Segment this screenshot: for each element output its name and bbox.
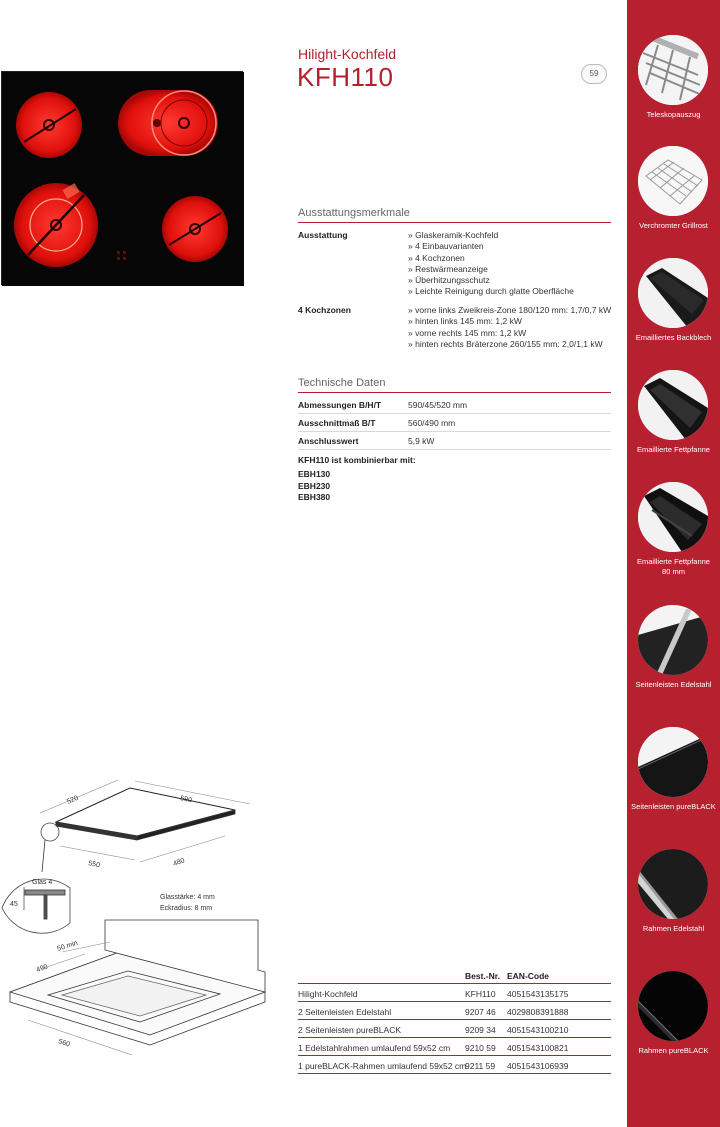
dim-height: 45 xyxy=(10,901,18,908)
combinable-model: EBH380 xyxy=(298,492,331,502)
order-cell-ean: 4029808391888 xyxy=(507,1007,569,1017)
tech-value: 560/490 mm xyxy=(408,418,456,428)
baking-tray-icon xyxy=(638,258,708,328)
order-cell-number: 9209 34 xyxy=(465,1025,496,1035)
order-cell-number: 9210 59 xyxy=(465,1043,496,1053)
order-cell-ean: 4051543106939 xyxy=(507,1061,569,1071)
tech-row-dimensions xyxy=(298,396,611,414)
note-glass-thickness: Glasstärke: 4 mm xyxy=(160,894,215,901)
features-group-label: Ausstattung xyxy=(298,230,348,240)
order-table xyxy=(298,968,611,1074)
accessory-caption-line: Emaillierte Fettpfanne xyxy=(637,557,710,566)
table-row xyxy=(298,1038,611,1056)
tech-label: Ausschnittmaß B/T xyxy=(298,418,376,428)
order-header-cell: Best.-Nr. xyxy=(465,971,500,981)
accessory-caption: Seitenleisten Edelstahl xyxy=(635,680,712,689)
features-list xyxy=(408,230,574,298)
tech-row-cutout xyxy=(298,414,611,432)
combinable-model: EBH130 xyxy=(298,469,331,479)
order-table-header xyxy=(298,968,611,984)
order-cell-name: 2 Seitenleisten pureBLACK xyxy=(298,1025,402,1035)
steel-frame-icon xyxy=(638,849,708,919)
order-header-cell: EAN-Code xyxy=(507,971,550,981)
accessory-caption xyxy=(627,557,720,577)
order-cell-ean: 4051543100821 xyxy=(507,1043,569,1053)
deep-drip-pan-icon xyxy=(638,482,708,552)
accessory-caption: Emailliertes Backblech xyxy=(635,333,712,342)
accessory-caption-line: 80 mm xyxy=(662,567,685,576)
grill-rack-icon xyxy=(638,146,708,216)
steel-strip-icon xyxy=(638,605,708,675)
order-cell-ean: 4051543100210 xyxy=(507,1025,569,1035)
combinable-model: EBH230 xyxy=(298,480,331,491)
zones-group-label: 4 Kochzonen xyxy=(298,305,351,315)
accessory-caption: Verchromter Grillrost xyxy=(639,221,708,230)
drip-pan-icon xyxy=(638,370,708,440)
black-strip-icon xyxy=(638,727,708,797)
accessory-caption: Rahmen pureBLACK xyxy=(638,1046,709,1055)
feature-item: » Restwärmeanzeige xyxy=(408,263,488,274)
zones-list xyxy=(408,305,611,350)
combinable-list xyxy=(298,469,330,504)
dim-top-width: 590 xyxy=(179,795,193,805)
features-heading: Ausstattungsmerkmale xyxy=(298,207,611,223)
order-cell-name: 1 Edelstahlrahmen umlaufend 59x52 cm xyxy=(298,1043,451,1053)
dim-bottom-depth: 480 xyxy=(172,857,186,868)
dim-top-depth: 520 xyxy=(65,794,80,806)
telescopic-rail-icon xyxy=(638,35,708,105)
technical-heading: Technische Daten xyxy=(298,377,611,393)
accessory-caption: Seitenleisten pureBLACK xyxy=(631,802,716,811)
order-cell-name: Hilight-Kochfeld xyxy=(298,989,358,999)
table-row xyxy=(298,1020,611,1038)
zone-item: » hinten rechts Bräterzone 260/155 mm: 2,0/1,1 kW xyxy=(408,338,603,349)
feature-item: » Überhitzungsschutz xyxy=(408,275,490,286)
product-category: Hilight-Kochfeld xyxy=(298,46,397,62)
feature-item: » 4 Kochzonen xyxy=(408,252,465,263)
note-corner-radius: Eckradius: 8 mm xyxy=(160,905,213,912)
zone-item: » vorne rechts 145 mm: 1,2 kW xyxy=(408,327,527,338)
tech-label: Anschlusswert xyxy=(298,436,359,446)
tech-row-power xyxy=(298,432,611,450)
dim-cut-depth: 490 xyxy=(35,963,49,974)
black-frame-icon xyxy=(638,971,708,1041)
dim-clearance: 50 min xyxy=(56,939,79,953)
accessory-caption: Rahmen Edelstahl xyxy=(642,924,705,933)
installation-diagram xyxy=(0,780,300,1070)
zone-item: » hinten links 145 mm: 1,2 kW xyxy=(408,316,522,327)
tech-value: 5,9 kW xyxy=(408,436,435,446)
hob-product-image xyxy=(1,71,243,285)
tech-value: 590/45/520 mm xyxy=(408,400,468,410)
feature-item: » 4 Einbauvarianten xyxy=(408,241,484,252)
dim-cut-width: 560 xyxy=(57,1038,71,1049)
order-cell-number: KFH110 xyxy=(465,989,496,999)
table-row xyxy=(298,984,611,1002)
accessory-caption: Teleskopauszug xyxy=(646,110,701,119)
accessory-caption: Emaillierte Fettpfanne xyxy=(637,445,710,454)
product-title: KFH110 xyxy=(297,62,394,92)
zone-item: » vorne links Zweikreis-Zone 180/120 mm: 1,7/0,7 kW xyxy=(408,305,612,315)
tech-label: Abmessungen B/H/T xyxy=(298,400,382,410)
feature-item: » Glaskeramik-Kochfeld xyxy=(408,230,499,240)
table-row xyxy=(298,1002,611,1020)
feature-item: » Leichte Reinigung durch glatte Oberfläche xyxy=(408,286,574,297)
accessories-sidebar xyxy=(627,0,720,1127)
combinable-label: KFH110 ist kombinierbar mit: xyxy=(298,455,416,465)
order-cell-name: 1 pureBLACK-Rahmen umlaufend 59x52 cm xyxy=(298,1061,467,1071)
dim-glass: Glas 4 xyxy=(32,879,53,886)
page-number-badge: 59 xyxy=(581,64,607,84)
order-cell-number: 9211 59 xyxy=(465,1061,496,1071)
order-cell-name: 2 Seitenleisten Edelstahl xyxy=(298,1007,392,1017)
dim-bottom-width: 550 xyxy=(87,860,101,870)
order-cell-number: 9207 46 xyxy=(465,1007,496,1017)
table-row xyxy=(298,1056,611,1074)
order-cell-ean: 4051543135175 xyxy=(507,989,569,999)
